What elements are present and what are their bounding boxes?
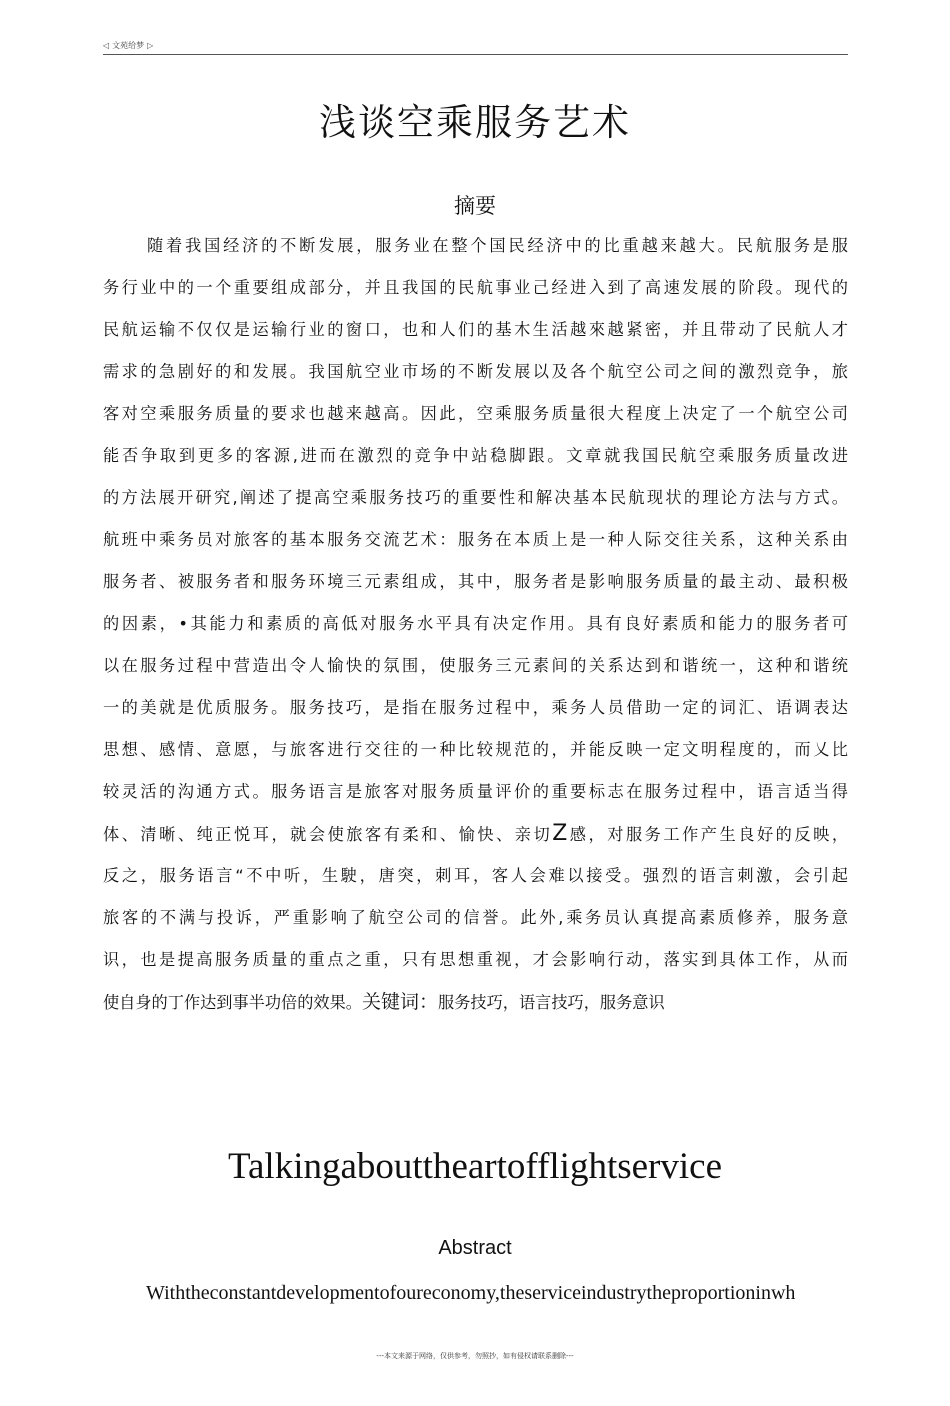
- english-abstract-heading: Abstract: [438, 1237, 512, 1259]
- abstract-line: 一的美就是优质服务。服务技巧，是指在服务过程中，乘务人员借助一定的词汇、语调表达: [103, 698, 848, 717]
- abstract-line: 思想、感情、意愿，与旅客进行交往的一种比较规范的，并能反映一定文明程度的，而乂比: [103, 740, 848, 759]
- abstract-line: 旅客的不满与投诉，严重影响了航空公司的信誉。此外,乘务员认真提高素质修养，服务意: [103, 908, 848, 927]
- abstract-line: 服务者、被服务者和服务环境三元素组成，其中，服务者是影响服务质量的最主动、最积极: [103, 572, 848, 591]
- abstract-line: 能否争取到更多的客源,进而在激烈的竞争中站稳脚跟。文章就我国民航空乘服务质量改进: [103, 446, 848, 465]
- page-header: [103, 40, 153, 51]
- header-text: 文苑给梦: [112, 41, 145, 50]
- abstract-line: 识，也是提高服务质量的重点之重，只有思想重视，才会影响行动，落实到具体工作，从而: [103, 950, 848, 969]
- abstract-line: 的因素，•其能力和素质的高低对服务水平具有决定作用。具有良好素质和能力的服务者可: [103, 614, 848, 633]
- abstract-line: 较灵活的沟通方式。服务语言是旅客对服务质量评价的重要标志在服务过程中，语言适当得: [103, 782, 848, 801]
- abstract-line: 需求的急剧好的和发展。我国航空业市场的不断发展以及各个航空公司之间的激烈竞争，旅: [103, 362, 848, 381]
- keywords-value: 服务技巧，语言技巧，服务意识: [438, 993, 665, 1012]
- abstract-line: 航班中乘务员对旅客的基本服务交流艺术：服务在本质上是一种人际交往关系，这种关系由: [103, 530, 848, 549]
- chinese-title: 浅谈空乘服务艺术: [319, 101, 631, 144]
- page-footer-disclaimer: ---本文来源于网络，仅供参考，勿照抄，如有侵权请联系删除---: [376, 1352, 574, 1360]
- english-title: Talkingabouttheartofflightservice: [227, 1146, 722, 1187]
- triangle-left-icon: ◁: [103, 41, 110, 50]
- last-line-text: 使自身的丁作达到事半功倍的效果。: [103, 993, 362, 1012]
- line-text-after: 感，对服务工作产生良好的反映，: [567, 825, 849, 844]
- header-divider: [103, 54, 848, 55]
- english-abstract-body: Withtheconstantdevelopmentofoureconomy,theserviceindustrytheproportioninwh: [146, 1282, 796, 1304]
- abstract-line: 客对空乘服务质量的要求也越来越高。因此，空乘服务质量很大程度上决定了一个航空公司: [103, 404, 848, 423]
- abstract-line: 随着我国经济的不断发展，服务业在整个国民经济中的比重越来越大。民航服务是服: [147, 236, 848, 255]
- triangle-right-icon: ▷: [147, 41, 154, 50]
- chinese-abstract-body: [103, 234, 848, 1032]
- line-text-before: 体、清晰、纯正悦耳，就会使旅客有柔和、愉快、亲切: [103, 825, 553, 844]
- abstract-line: 以在服务过程中营造出令人愉快的氛围，使服务三元素间的关系达到和谐统一，这种和谐统: [103, 656, 848, 675]
- large-glyph: Z: [552, 821, 568, 846]
- abstract-line: 反之，服务语言“不中听，生駛，唐突，刺耳，客人会难以接受。强烈的语言刺激，会引起: [103, 866, 848, 885]
- abstract-last-line: [103, 990, 848, 1032]
- abstract-line: 务行业中的一个重要组成部分，并且我国的民航事业己经进入到了高速发展的阶段。现代的: [103, 278, 848, 297]
- abstract-line: 的方法展开研究,阐述了提高空乘服务技巧的重要性和解决基本民航现状的理论方法与方式。: [103, 488, 848, 507]
- chinese-abstract-heading: 摘要: [454, 194, 496, 218]
- abstract-line: 民航运输不仅仅是运输行业的窗口，也和人们的基木生活越來越紧密，并且带动了民航人才: [103, 320, 848, 339]
- keywords-label: 关键词：: [362, 991, 439, 1013]
- abstract-line-with-glyph: [103, 822, 848, 864]
